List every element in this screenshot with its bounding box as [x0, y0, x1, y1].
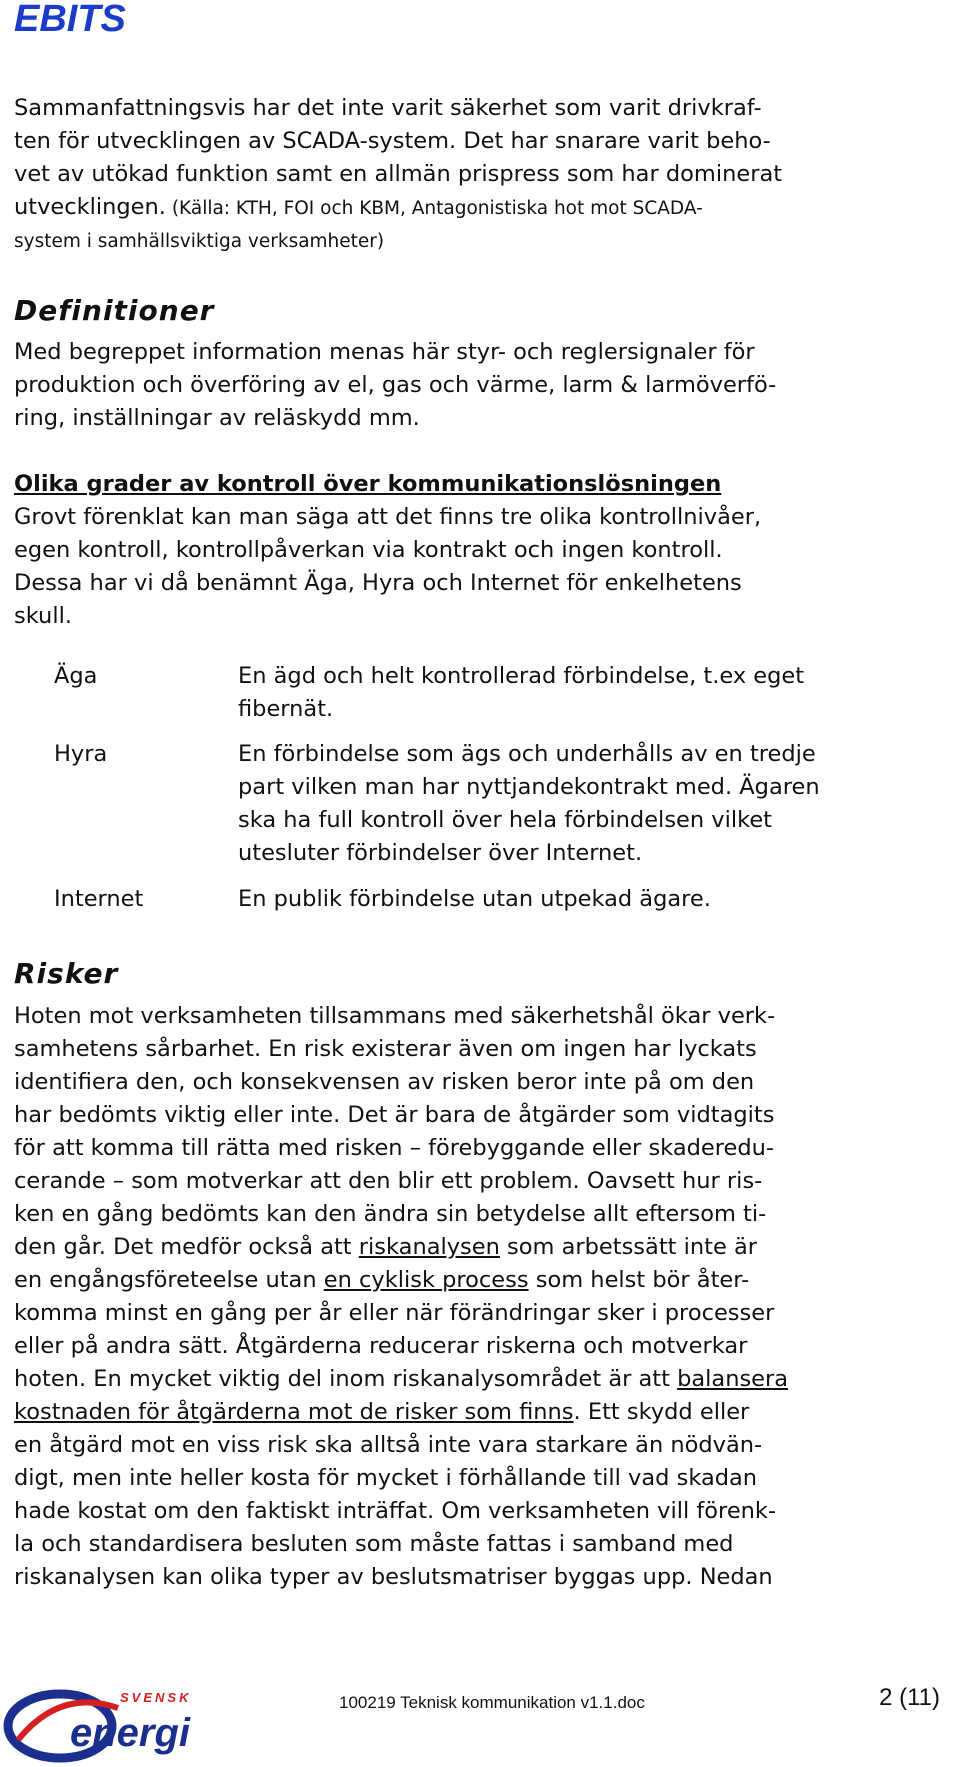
risks-line: riskanalysen kan olika typer av beslutsmatriser byggas upp. Nedan [14, 1564, 773, 1590]
risks-line: identifiera den, och konsekvensen av risken beror inte på om den [14, 1069, 755, 1095]
intro-line [14, 191, 950, 225]
definitions-line: produktion och överföring av el, gas och värme, larm & larmöverfö- [14, 372, 777, 398]
risks-text: den går. Det medför också att [14, 1234, 359, 1260]
risks-line: eller på andra sätt. Åtgärderna reducerar riskerna och motverkar [14, 1333, 748, 1359]
source-citation-cont: system i samhällsviktiga verksamheter) [14, 231, 385, 252]
brand-title: EBITS [14, 0, 126, 40]
level-term-hyra: Hyra [54, 741, 108, 767]
risks-line: för att komma till rätta med risken – förebyggande eller skaderedu- [14, 1135, 774, 1161]
control-line: Grovt förenklat kan man säga att det finns tre olika kontrollnivåer, [14, 504, 762, 530]
level-desc-line: En ägd och helt kontrollerad förbindelse, t.ex eget [238, 663, 805, 689]
risks-line [14, 1231, 950, 1264]
intro-paragraph [14, 92, 950, 258]
source-citation: (Källa: KTH, FOI och KBM, Antagonistiska hot mot SCADA- [165, 198, 703, 219]
intro-line: Sammanfattningsvis har det inte varit säkerhet som varit drivkraf- [14, 95, 762, 121]
risks-line: cerande – som motverkar att den blir ett problem. Oavsett hur ris- [14, 1168, 763, 1194]
control-line: skull. [14, 603, 72, 629]
definitions-line: Med begreppet information menas här styr- och reglersignaler för [14, 339, 755, 365]
risks-line: la och standardisera besluten som måste fattas i samband med [14, 1531, 734, 1557]
risks-line: samhetens sårbarhet. En risk existerar även om ingen har lyckats [14, 1036, 757, 1062]
level-desc-line: En publik förbindelse utan utpekad ägare. [238, 886, 711, 912]
intro-line-text: utvecklingen. [14, 194, 166, 220]
level-desc-line: utesluter förbindelser över Internet. [238, 840, 643, 866]
document-page [14, 0, 950, 1767]
page-number: 2 (11) [879, 1684, 940, 1711]
intro-line: ten för utvecklingen av SCADA-system. Det har snarare varit beho- [14, 128, 771, 154]
risks-text: som arbetssätt inte är [499, 1234, 757, 1260]
risks-line: komma minst en gång per år eller när förändringar sker i processer [14, 1300, 775, 1326]
risks-line [14, 1396, 950, 1429]
intro-line: vet av utökad funktion samt en allmän prispress som har dominerat [14, 161, 783, 187]
level-desc-line: En förbindelse som ägs och underhålls av en tredje [238, 741, 816, 767]
definitions-paragraph [14, 336, 950, 435]
control-levels-paragraph [14, 501, 950, 633]
risks-line: Hoten mot verksamheten tillsammans med säkerhetshål ökar verk- [14, 1003, 776, 1029]
logo-svensk-text: SVENSK [120, 1690, 192, 1705]
risks-line [14, 1264, 950, 1297]
control-line: Dessa har vi då benämnt Äga, Hyra och Internet för enkelhetens [14, 570, 742, 596]
level-desc-line: ska ha full kontroll över hela förbindelsen vilket [238, 807, 773, 833]
riskanalysen-link[interactable]: riskanalysen [358, 1234, 500, 1260]
risks-text: en engångsföreteelse utan [14, 1267, 324, 1293]
level-desc-line: fibernät. [238, 696, 334, 722]
risks-line: digt, men inte heller kosta för mycket i förhållande till vad skadan [14, 1465, 758, 1491]
risks-text: hoten. En mycket viktig del inom riskanalysområdet är att [14, 1366, 678, 1392]
risks-text: . Ett skydd eller [573, 1399, 750, 1425]
risks-text: som helst bör åter- [528, 1267, 750, 1293]
level-desc-hyra [238, 738, 958, 870]
balance-cost-link[interactable]: balansera [677, 1366, 789, 1392]
risks-paragraph [14, 1000, 950, 1594]
level-term-aga: Äga [54, 663, 98, 689]
footer-document-name: 100219 Teknisk kommunikation v1.1.doc [339, 1693, 645, 1712]
control-line: egen kontroll, kontrollpåverkan via kontrakt och ingen kontroll. [14, 537, 723, 563]
risks-line: en åtgärd mot en viss risk ska alltså inte vara starkare än nödvän- [14, 1432, 763, 1458]
risks-line: har bedömts viktig eller inte. Det är bara de åtgärder som vidtagits [14, 1102, 775, 1128]
level-desc-line: part vilken man har nyttjandekontrakt med. Ägaren [238, 774, 820, 800]
control-levels-subheading: Olika grader av kontroll över kommunikationslösningen [14, 471, 722, 497]
level-desc-internet [238, 883, 958, 916]
svensk-energi-logo [0, 1668, 230, 1767]
risks-line [14, 1363, 950, 1396]
logo-energi-text: energi [70, 1711, 191, 1755]
level-desc-aga [238, 660, 958, 726]
risks-line: hade kostat om den faktiskt inträffat. Om verksamheten vill förenk- [14, 1498, 777, 1524]
definitions-line: ring, inställningar av reläskydd mm. [14, 405, 420, 431]
level-term-internet: Internet [54, 886, 144, 912]
cyclic-process-link[interactable]: en cyklisk process [323, 1267, 529, 1293]
definitions-heading: Definitioner [14, 294, 215, 327]
balance-cost-link-cont[interactable]: kostnaden för åtgärderna mot de risker som finns [14, 1399, 574, 1425]
risks-line: ken en gång bedömts kan den ändra sin betydelse allt eftersom ti- [14, 1201, 767, 1227]
risks-heading: Risker [14, 957, 119, 990]
